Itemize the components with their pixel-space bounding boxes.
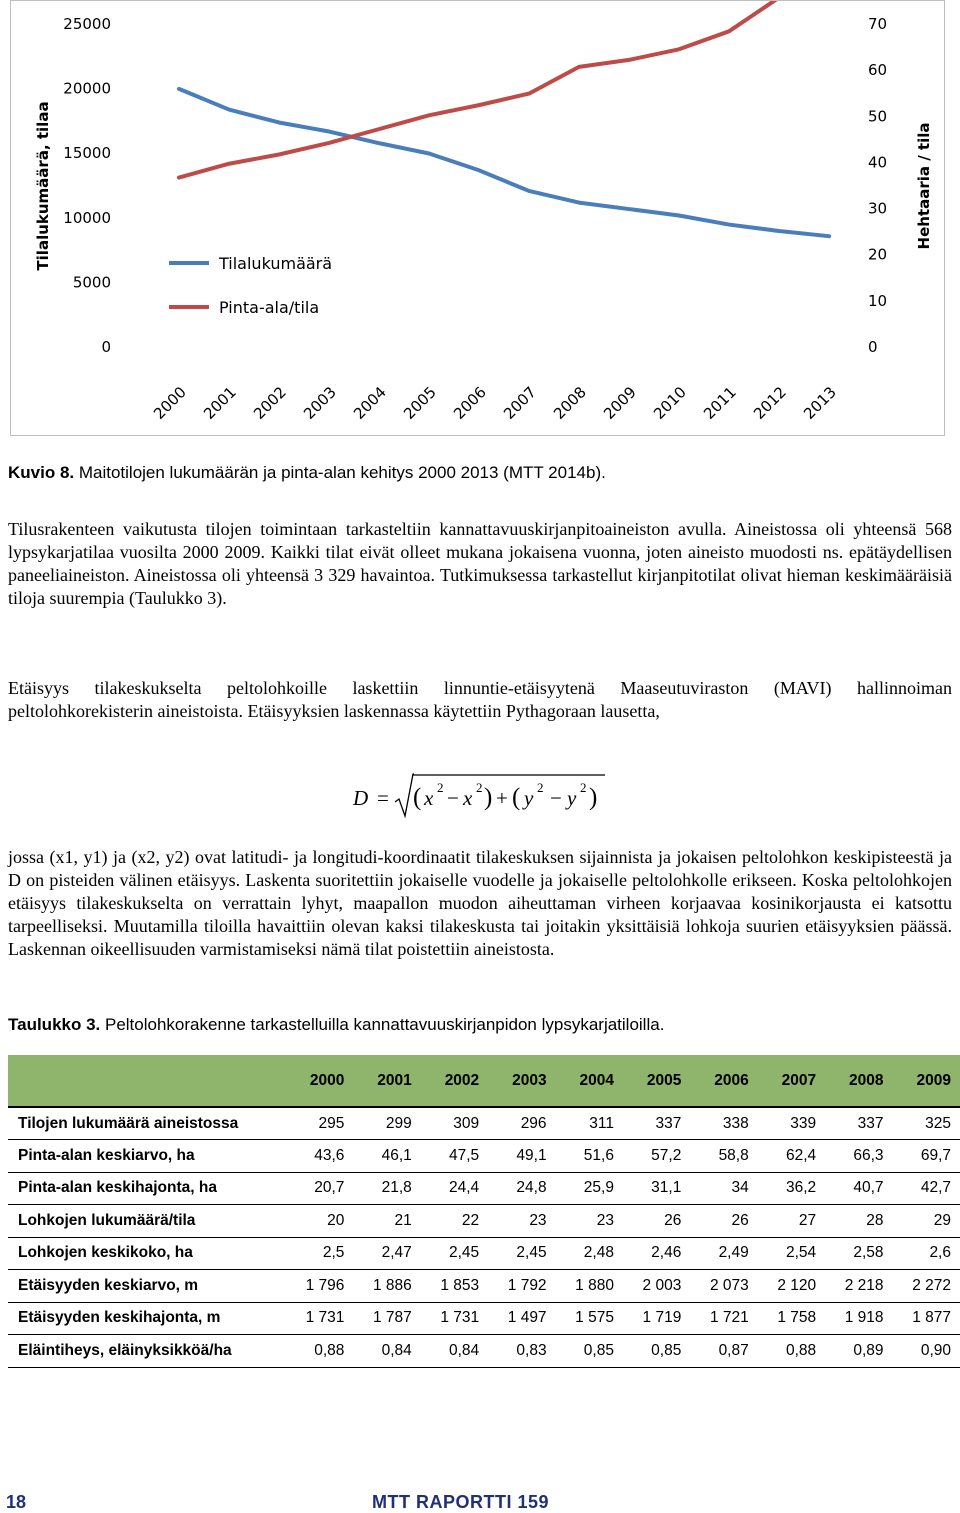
table-cell: 1 853 (421, 1270, 488, 1303)
table-cell: 62,4 (758, 1140, 825, 1173)
table-header-year: 2003 (488, 1055, 555, 1107)
y-right-axis-title: Hehtaaria / tila (915, 122, 933, 250)
table-caption-text: Peltolohkorakenne tarkastelluilla kannattavuuskirjanpidon lypsykarjatiloilla. (100, 1015, 665, 1034)
y-right-tick-label: 20 (868, 245, 888, 264)
table-cell: 26 (690, 1205, 757, 1238)
x-tick-label: 2004 (350, 383, 390, 423)
y-right-tick-label: 0 (868, 338, 878, 356)
table-header-year: 2001 (353, 1055, 420, 1107)
table-cell: 1 721 (690, 1302, 757, 1335)
table-cell: 299 (353, 1107, 420, 1140)
y-left-tick-label: 15000 (63, 144, 111, 163)
table-cell: 0,90 (893, 1335, 960, 1368)
table-cell: 21 (353, 1205, 420, 1238)
table-cell: 27 (758, 1205, 825, 1238)
y-right-tick-label: 40 (868, 153, 888, 172)
table-cell: 46,1 (353, 1140, 420, 1173)
table-cell: 23 (556, 1205, 623, 1238)
table-header-row (8, 1055, 960, 1107)
figure-caption-label: Kuvio 8. (8, 463, 75, 482)
formula-sup-2: 2 (476, 780, 483, 795)
table-row (8, 1140, 960, 1173)
table-cell: 36,2 (758, 1172, 825, 1205)
distance-formula (353, 772, 653, 818)
x-tick-label: 2009 (600, 383, 640, 423)
table-cell: 295 (286, 1107, 353, 1140)
table-row-label: Etäisyyden keskihajonta, m (8, 1302, 286, 1335)
paragraph-2: Etäisyys tilakeskukselta peltolohkoille laskettiin linnuntie-etäisyytenä Maaseutuviraston (MAVI) hallinnoiman peltolohkorekisterin aineistoista. Etäisyyksien laskennassa käytettiin Pythagoraan lausetta, (8, 678, 952, 721)
table-cell: 1 758 (758, 1302, 825, 1335)
table-cell: 1 886 (353, 1270, 420, 1303)
page-number: 18 (6, 1492, 27, 1512)
formula-minus-2: − (550, 786, 562, 810)
y-right-tick-label: 60 (868, 61, 888, 80)
table-cell: 58,8 (690, 1140, 757, 1173)
table-header-empty (8, 1055, 286, 1107)
table-row (8, 1335, 960, 1368)
figure-caption-text: Maitotilojen lukumäärän ja pinta-alan kehitys 2000 2013 (MTT 2014b). (74, 463, 606, 482)
formula-plus: + (496, 786, 508, 810)
y-right-tick-label: 30 (868, 199, 888, 218)
formula-equals: = (377, 786, 389, 810)
table-header-year: 2006 (690, 1055, 757, 1107)
formula-y2: y (567, 786, 577, 810)
table-cell: 1 787 (353, 1302, 420, 1335)
table-cell: 2,5 (286, 1237, 353, 1270)
table-cell: 42,7 (893, 1172, 960, 1205)
table-cell: 2,48 (556, 1237, 623, 1270)
table-cell: 25,9 (556, 1172, 623, 1205)
sqrt-bar (413, 774, 605, 778)
table-cell: 47,5 (421, 1140, 488, 1173)
table-cell: 1 731 (286, 1302, 353, 1335)
x-tick-label: 2006 (450, 383, 490, 423)
table-cell: 22 (421, 1205, 488, 1238)
y-left-tick-label: 20000 (63, 79, 111, 98)
table-cell: 24,8 (488, 1172, 555, 1205)
table-row-label: Lohkojen lukumäärä/tila (8, 1205, 286, 1238)
table-header-year: 2005 (623, 1055, 690, 1107)
footer-title: MTT RAPORTTI 159 (372, 1492, 550, 1512)
table-cell: 43,6 (286, 1140, 353, 1173)
table-row-label: Lohkojen keskikoko, ha (8, 1237, 286, 1270)
table-cell: 2,58 (825, 1237, 892, 1270)
table-cell: 1 918 (825, 1302, 892, 1335)
table-cell: 337 (825, 1107, 892, 1140)
table-cell: 1 877 (893, 1302, 960, 1335)
x-tick-label: 2011 (700, 383, 740, 423)
figure-caption (8, 462, 948, 484)
table-cell: 0,85 (556, 1335, 623, 1368)
table-cell: 24,4 (421, 1172, 488, 1205)
table-cell: 2 073 (690, 1270, 757, 1303)
y-left-axis-title: Tilalukumäärä, tilaa (34, 101, 52, 271)
table-cell: 0,87 (690, 1335, 757, 1368)
x-tick-label: 2003 (300, 383, 340, 423)
table-row (8, 1107, 960, 1140)
table-cell: 339 (758, 1107, 825, 1140)
table-cell: 29 (893, 1205, 960, 1238)
x-tick-label: 2013 (800, 383, 840, 423)
y-left-tick-label: 10000 (63, 208, 111, 227)
table-cell: 311 (556, 1107, 623, 1140)
table-row-label: Pinta-alan keskihajonta, ha (8, 1172, 286, 1205)
table-cell: 1 731 (421, 1302, 488, 1335)
x-tick-label: 2008 (550, 383, 590, 423)
table-cell: 49,1 (488, 1140, 555, 1173)
formula-sup-4: 2 (580, 780, 587, 795)
table-row-label: Eläintiheys, eläinyksikköä/ha (8, 1335, 286, 1368)
table-cell: 31,1 (623, 1172, 690, 1205)
series-line-tilalukumaara (179, 89, 829, 236)
table-cell: 296 (488, 1107, 555, 1140)
x-tick-label: 2001 (200, 383, 240, 423)
table-row (8, 1270, 960, 1303)
table-row-label: Pinta-alan keskiarvo, ha (8, 1140, 286, 1173)
x-tick-label: 2000 (150, 383, 190, 423)
table-cell: 40,7 (825, 1172, 892, 1205)
table-cell: 0,88 (286, 1335, 353, 1368)
table-cell: 325 (893, 1107, 960, 1140)
formula-minus-1: − (447, 786, 459, 810)
table-cell: 21,8 (353, 1172, 420, 1205)
table-cell: 1 880 (556, 1270, 623, 1303)
field-structure-table (8, 1055, 960, 1368)
table-header-year: 2009 (893, 1055, 960, 1107)
line-chart (11, 1, 946, 437)
formula-y1: y (524, 786, 534, 810)
formula-rparen-1: ) (484, 784, 493, 811)
table-row (8, 1302, 960, 1335)
table-cell: 0,85 (623, 1335, 690, 1368)
table-header-year: 2004 (556, 1055, 623, 1107)
x-tick-label: 2005 (400, 383, 440, 423)
table-cell: 2,54 (758, 1237, 825, 1270)
table-cell: 1 575 (556, 1302, 623, 1335)
table-cell: 0,88 (758, 1335, 825, 1368)
table-cell: 0,89 (825, 1335, 892, 1368)
y-right-tick-label: 70 (868, 15, 888, 33)
table-cell: 51,6 (556, 1140, 623, 1173)
table-cell: 2,45 (421, 1237, 488, 1270)
table-cell: 20 (286, 1205, 353, 1238)
table-cell: 57,2 (623, 1140, 690, 1173)
chart (10, 0, 945, 436)
table-cell: 2,47 (353, 1237, 420, 1270)
table-cell: 0,84 (353, 1335, 420, 1368)
table-cell: 28 (825, 1205, 892, 1238)
table-cell: 2,6 (893, 1237, 960, 1270)
table-cell: 66,3 (825, 1140, 892, 1173)
table-cell: 20,7 (286, 1172, 353, 1205)
table-cell: 2 272 (893, 1270, 960, 1303)
formula-d: D (353, 786, 369, 810)
table-cell: 338 (690, 1107, 757, 1140)
x-tick-label: 2010 (650, 383, 690, 423)
table-row-label: Tilojen lukumäärä aineistossa (8, 1107, 286, 1140)
sqrt-sign-icon (393, 772, 415, 818)
paragraph-3: jossa (x1, y1) ja (x2, y2) ovat latitudi- ja longitudi-koordinaatit tilakeskuksen sijainnista ja jokaisen peltolohkon keskipisteestä ja D on pisteiden välinen etäisyys. Laskenta suoritettiin jokaiselle vuodelle ja jokaiselle peltolohkolle erikseen. Koska peltolohkojen etäisyys tilakeskukselta on verrattain lyhyt, maapallon muodon aiheuttaman virheen korjaavaa kosinikorjausta ei katsottu tarpeelliseksi. Muutamilla tiloilla havaittiin olevan kaksi tilakeskusta tai joitakin yksittäisiä lohkoja suurien etäisyyksien päässä. Laskennan oikeellisuuden varmistamiseksi nämä tilat poistettiin aineistosta. (8, 847, 952, 959)
table-cell: 2,49 (690, 1237, 757, 1270)
formula-x1: x (424, 786, 434, 810)
legend-label: Pinta-ala/tila (219, 298, 320, 317)
table-caption-label: Taulukko 3. (8, 1015, 101, 1034)
formula-lparen-1: ( (413, 784, 422, 811)
table-cell: 1 719 (623, 1302, 690, 1335)
table-cell: 2 003 (623, 1270, 690, 1303)
table-cell: 2 218 (825, 1270, 892, 1303)
table-header-year: 2007 (758, 1055, 825, 1107)
paragraph-1: Tilusrakenteen vaikutusta tilojen toimintaan tarkasteltiin kannattavuuskirjanpitoaineiston avulla. Aineistossa oli yhteensä 568 lypsykarjatilaa vuosilta 2000 2009. Kaikki tilat eivät olleet mukana jokaisena vuonna, joten aineisto muodosti ns. epätäydellisen paneeliaineiston. Aineistossa oli yhteensä 3 329 havaintoa. Tutkimuksessa tarkastellut kirjanpitotilat olivat hieman keskimääräisiä tiloja suurempia (Taulukko 3). (8, 519, 952, 608)
table-cell: 1 497 (488, 1302, 555, 1335)
table-row (8, 1237, 960, 1270)
series-line-pinta-ala (179, 1, 829, 178)
formula-lparen-2: ( (512, 784, 521, 811)
y-right-tick-label: 50 (868, 107, 888, 126)
y-left-tick-label: 0 (101, 338, 111, 356)
table-header-year: 2000 (286, 1055, 353, 1107)
table-cell: 1 796 (286, 1270, 353, 1303)
table-row (8, 1172, 960, 1205)
table-cell: 26 (623, 1205, 690, 1238)
table-cell: 0,84 (421, 1335, 488, 1368)
table-cell: 69,7 (893, 1140, 960, 1173)
table-caption (8, 1014, 948, 1036)
legend-label: Tilalukumäärä (219, 254, 333, 273)
table-cell: 2,45 (488, 1237, 555, 1270)
table-cell: 2,46 (623, 1237, 690, 1270)
x-tick-label: 2007 (500, 383, 540, 423)
table-cell: 337 (623, 1107, 690, 1140)
y-right-tick-label: 10 (868, 291, 888, 310)
table-row (8, 1205, 960, 1238)
table-header-year: 2008 (825, 1055, 892, 1107)
y-left-tick-label: 25000 (63, 15, 111, 33)
table-cell: 23 (488, 1205, 555, 1238)
y-left-tick-label: 5000 (72, 273, 111, 292)
formula-x2: x (463, 786, 473, 810)
table-header-year: 2002 (421, 1055, 488, 1107)
x-tick-label: 2002 (250, 383, 290, 423)
table-row-label: Etäisyyden keskiarvo, m (8, 1270, 286, 1303)
formula-sup-3: 2 (537, 780, 544, 795)
x-tick-label: 2012 (750, 383, 790, 423)
table-cell: 2 120 (758, 1270, 825, 1303)
table-cell: 34 (690, 1172, 757, 1205)
formula-sup-1: 2 (437, 780, 444, 795)
table-cell: 309 (421, 1107, 488, 1140)
formula-rparen-2: ) (589, 784, 598, 811)
table-cell: 1 792 (488, 1270, 555, 1303)
table-cell: 0,83 (488, 1335, 555, 1368)
